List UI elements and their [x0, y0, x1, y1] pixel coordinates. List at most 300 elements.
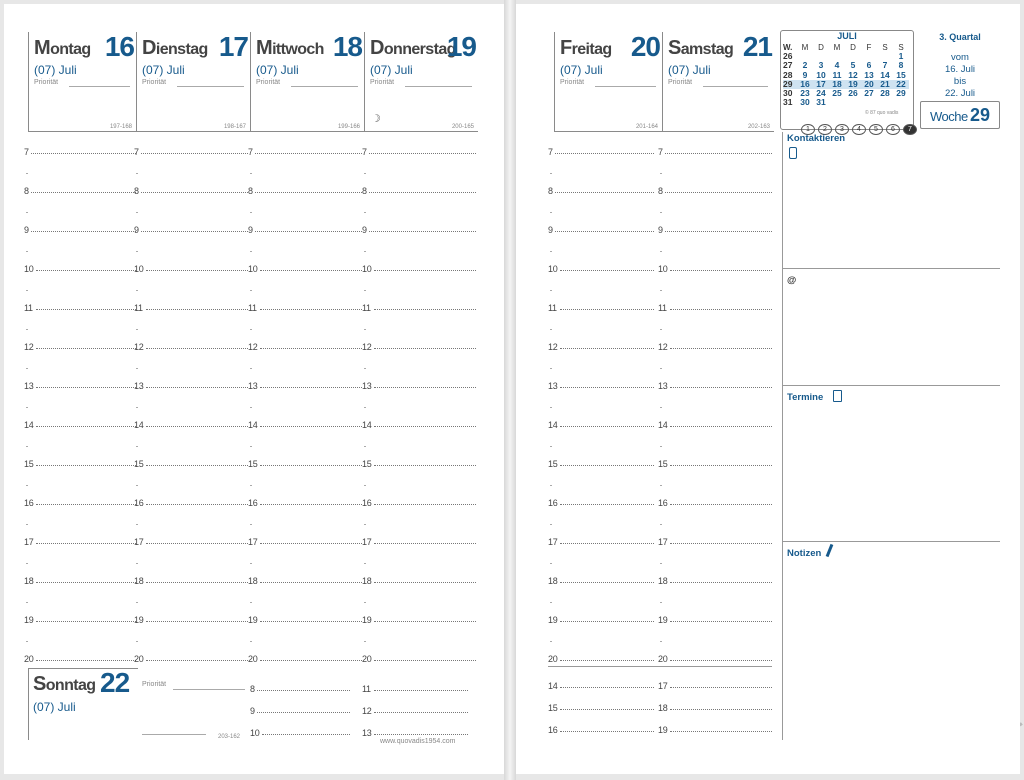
hour-line	[36, 309, 136, 310]
hour-label: 19	[24, 615, 34, 625]
hour-label: 13	[248, 381, 258, 391]
calendar-grid	[783, 43, 909, 107]
calendar-day	[861, 98, 877, 107]
half-hour-mark	[26, 407, 28, 408]
half-hour-mark	[660, 212, 662, 213]
half-hour-mark	[136, 602, 138, 603]
hour-line	[146, 348, 248, 349]
hour-line	[555, 192, 654, 193]
hour-label: 18	[24, 576, 34, 586]
day-header	[554, 32, 662, 132]
half-hour-mark	[660, 407, 662, 408]
calendar-day: 14	[880, 69, 890, 80]
hour-label: 8	[248, 186, 253, 196]
hour-label: 8	[24, 186, 29, 196]
calendar-day: 20	[864, 78, 874, 89]
hour-line	[255, 192, 362, 193]
hour-label: 17	[548, 537, 558, 547]
half-hour-mark	[250, 446, 252, 447]
calendar-day: 24	[816, 87, 826, 98]
hour-line	[141, 153, 248, 154]
weekday-circle-icon: 5	[869, 124, 883, 135]
half-hour-mark	[26, 602, 28, 603]
hour-line	[255, 153, 362, 154]
hour-line	[36, 270, 136, 271]
calendar-day: 5	[850, 60, 856, 71]
calendar-day: 31	[816, 97, 826, 108]
half-hour-mark	[660, 446, 662, 447]
hour-line	[31, 153, 136, 154]
half-hour-mark	[250, 173, 252, 174]
hour-line	[36, 504, 136, 505]
calendar-day	[893, 98, 909, 107]
hour-line	[36, 660, 136, 661]
range-from-label: vom	[951, 52, 969, 63]
hour-label: 13	[548, 381, 558, 391]
hour-label: 19	[248, 615, 258, 625]
calendar-week-number: 27	[783, 60, 793, 71]
half-hour-mark	[250, 485, 252, 486]
half-hour-mark	[250, 368, 252, 369]
hour-label: 20	[134, 654, 144, 664]
hour-line	[374, 660, 476, 661]
half-hour-mark	[136, 290, 138, 291]
hour-label: 9	[250, 706, 255, 716]
half-hour-mark	[26, 524, 28, 525]
half-hour-mark	[364, 329, 366, 330]
calendar-day: 21	[880, 78, 890, 89]
hour-line	[36, 543, 136, 544]
calendar-day: 30	[800, 97, 810, 108]
hour-label: 11	[362, 684, 371, 694]
day-code: 201-164	[635, 124, 658, 130]
day-number: 22	[100, 667, 130, 698]
hour-label: 15	[134, 459, 144, 469]
half-hour-mark	[660, 563, 662, 564]
hour-line	[36, 348, 136, 349]
priority-line	[405, 86, 472, 87]
notes-label: Notizen	[787, 548, 822, 559]
hour-line	[260, 270, 362, 271]
half-hour-mark	[250, 602, 252, 603]
weekday-circle-icon: 3	[835, 124, 849, 135]
day-name: Montag	[34, 37, 91, 59]
half-hour-mark	[136, 485, 138, 486]
calendar-day	[845, 98, 861, 107]
hour-label: 16	[134, 498, 144, 508]
half-hour-mark	[364, 290, 366, 291]
day-month: (07) Juli	[256, 63, 299, 77]
hour-label: 8	[658, 186, 663, 196]
half-hour-mark	[26, 641, 28, 642]
priority-line	[291, 86, 358, 87]
week-label: Woche	[930, 109, 968, 124]
calendar-day: 2	[802, 60, 808, 71]
hour-line	[146, 426, 248, 427]
hour-line	[374, 621, 476, 622]
hour-line	[374, 387, 476, 388]
hour-label: 13	[658, 381, 668, 391]
calendar-weekday: S	[882, 43, 888, 52]
half-hour-mark	[364, 641, 366, 642]
calendar-copyright: © 87 quo vadis	[865, 110, 899, 116]
calendar-day: 7	[882, 60, 888, 71]
weekday-circle-icon: 7	[903, 124, 917, 135]
hour-line	[260, 621, 362, 622]
hour-label: 12	[362, 706, 372, 716]
hour-line	[555, 153, 654, 154]
hour-label: 7	[362, 147, 367, 157]
day-code: 198-167	[223, 124, 246, 130]
calendar-day: 8	[898, 60, 904, 71]
hour-line	[369, 231, 476, 232]
hour-label: 16	[24, 498, 34, 508]
half-hour-mark	[550, 563, 552, 564]
hour-label: 7	[548, 147, 553, 157]
hour-line	[374, 426, 476, 427]
calendar-week-number: 29	[783, 78, 793, 89]
hour-label: 13	[134, 381, 144, 391]
hour-label: 12	[24, 342, 34, 352]
hour-label: 15	[248, 459, 258, 469]
hour-label: 19	[134, 615, 144, 625]
priority-line	[595, 86, 656, 87]
hour-label: 18	[548, 576, 558, 586]
hour-line	[374, 690, 468, 691]
hour-line	[670, 465, 772, 466]
hour-line	[141, 231, 248, 232]
hour-label: 17	[362, 537, 372, 547]
day-number: 16	[104, 31, 134, 62]
priority-label: Priorität	[142, 79, 167, 86]
day-number: 19	[446, 31, 476, 62]
half-hour-mark	[364, 251, 366, 252]
hour-label: 8	[362, 186, 367, 196]
priority-label: Priorität	[668, 79, 693, 86]
hour-label: 12	[658, 342, 668, 352]
hour-label: 20	[658, 654, 668, 664]
hour-label: 11	[248, 303, 257, 313]
hour-line	[374, 712, 468, 713]
day-code: 203-162	[218, 734, 241, 740]
hour-line	[560, 731, 654, 732]
hour-label: 15	[548, 703, 558, 713]
half-hour-mark	[660, 290, 662, 291]
half-hour-mark	[550, 212, 552, 213]
half-hour-mark	[364, 485, 366, 486]
priority-label: Priorität	[256, 79, 281, 86]
hour-line	[31, 192, 136, 193]
hour-line	[260, 660, 362, 661]
range-from-date: 16. Juli	[944, 64, 976, 75]
day-name: Dienstag	[142, 37, 208, 59]
weekday-circle-icon: 6	[886, 124, 900, 135]
hour-line	[36, 465, 136, 466]
half-hour-mark	[250, 290, 252, 291]
priority-label: Priorität	[142, 681, 167, 688]
calendar-day	[829, 98, 845, 107]
half-hour-mark	[550, 641, 552, 642]
half-hour-mark	[660, 602, 662, 603]
half-hour-mark	[26, 329, 28, 330]
hour-label: 10	[548, 264, 558, 274]
hour-line	[374, 309, 476, 310]
range-to-label: bis	[953, 76, 967, 87]
hour-label: 12	[248, 342, 258, 352]
section-divider	[548, 666, 772, 667]
hour-line	[146, 582, 248, 583]
phone-icon	[789, 147, 797, 159]
hour-label: 15	[658, 459, 668, 469]
half-hour-mark	[26, 290, 28, 291]
hour-label: 11	[362, 303, 371, 313]
half-hour-mark	[364, 407, 366, 408]
hour-line	[146, 543, 248, 544]
hour-line	[670, 309, 772, 310]
hour-line	[560, 387, 654, 388]
right-page	[516, 4, 1020, 774]
calendar-day: 27	[864, 87, 874, 98]
hour-label: 7	[658, 147, 663, 157]
day-number: 18	[332, 31, 362, 62]
half-hour-mark	[550, 602, 552, 603]
hour-label: 16	[248, 498, 258, 508]
calendar-day: 12	[848, 69, 858, 80]
hour-label: 8	[250, 684, 255, 694]
day-month: (07) Juli	[560, 63, 603, 77]
hour-label: 18	[362, 576, 372, 586]
hour-line	[369, 153, 476, 154]
hour-label: 20	[248, 654, 258, 664]
hour-line	[670, 731, 772, 732]
day-header	[364, 32, 478, 132]
hour-label: 10	[250, 728, 260, 738]
calendar-weekday: D	[818, 43, 824, 52]
hour-label: 10	[24, 264, 34, 274]
hour-line	[560, 621, 654, 622]
calendar-day: 11	[832, 69, 842, 80]
day-number: 21	[742, 31, 772, 62]
day-code: 200-165	[451, 124, 474, 130]
half-hour-mark	[26, 485, 28, 486]
priority-label: Priorität	[34, 79, 59, 86]
planner-spine	[504, 0, 516, 780]
day-name: Samstag	[668, 37, 734, 59]
hour-line	[260, 504, 362, 505]
hour-label: 15	[362, 459, 372, 469]
weekday-circle-icon: 2	[818, 124, 832, 135]
hour-label: 9	[362, 225, 367, 235]
hour-label: 14	[248, 420, 258, 430]
hour-label: 14	[24, 420, 34, 430]
calendar-day: 26	[848, 87, 858, 98]
hour-label: 8	[548, 186, 553, 196]
week-badge	[920, 101, 1000, 129]
calendar-week-row	[783, 61, 909, 70]
hour-line	[670, 621, 772, 622]
calendar-day: 23	[800, 87, 810, 98]
hour-label: 18	[248, 576, 258, 586]
hour-line	[670, 660, 772, 661]
calendar-week-number: 28	[783, 69, 793, 80]
date-range	[920, 52, 1000, 100]
hour-label: 15	[548, 459, 558, 469]
hour-label: 7	[248, 147, 253, 157]
hour-label: 14	[362, 420, 372, 430]
calendar-day: 28	[880, 87, 890, 98]
half-hour-mark	[136, 641, 138, 642]
hour-line	[665, 192, 772, 193]
hour-line	[141, 192, 248, 193]
hour-label: 20	[548, 654, 558, 664]
hour-label: 14	[134, 420, 144, 430]
hour-line	[262, 734, 350, 735]
day-name: Donnerstag	[370, 37, 456, 59]
calendar-day: 17	[816, 78, 826, 89]
half-hour-mark	[250, 407, 252, 408]
hour-line	[560, 709, 654, 710]
half-hour-mark	[550, 485, 552, 486]
hour-label: 13	[24, 381, 34, 391]
priority-line	[69, 86, 130, 87]
calendar-day: 3	[818, 60, 824, 71]
half-hour-mark	[550, 173, 552, 174]
half-hour-mark	[550, 368, 552, 369]
hour-label: 10	[248, 264, 258, 274]
hour-line	[36, 387, 136, 388]
mini-calendar	[780, 30, 914, 133]
hour-line	[374, 582, 476, 583]
calendar-weekday: S	[898, 43, 904, 52]
day-header	[136, 32, 250, 132]
hour-label: 9	[658, 225, 663, 235]
day-month: (07) Juli	[668, 63, 711, 77]
hour-label: 9	[24, 225, 29, 235]
half-hour-mark	[660, 524, 662, 525]
priority-line	[703, 86, 768, 87]
email-at-label: @	[787, 275, 797, 286]
hour-line	[374, 734, 468, 735]
day-code: 199-166	[337, 124, 360, 130]
hour-label: 17	[658, 681, 668, 691]
hour-label: 17	[134, 537, 144, 547]
hour-line	[146, 270, 248, 271]
half-hour-mark	[250, 641, 252, 642]
hour-line	[560, 582, 654, 583]
half-hour-mark	[26, 251, 28, 252]
hour-line	[260, 465, 362, 466]
hour-label: 16	[658, 498, 668, 508]
hour-line	[670, 709, 772, 710]
hour-label: 8	[134, 186, 139, 196]
calendar-weekday: F	[866, 43, 872, 52]
hour-line	[670, 387, 772, 388]
calendar-day: 1	[898, 51, 904, 62]
hour-line	[560, 465, 654, 466]
half-hour-mark	[26, 563, 28, 564]
hour-line	[146, 621, 248, 622]
half-hour-mark	[364, 602, 366, 603]
day-code: 202-163	[747, 124, 770, 130]
hour-label: 17	[24, 537, 34, 547]
half-hour-mark	[26, 173, 28, 174]
hour-line	[146, 465, 248, 466]
half-hour-mark	[550, 524, 552, 525]
hour-label: 20	[24, 654, 34, 664]
hour-line	[257, 690, 350, 691]
hour-line	[260, 387, 362, 388]
hour-label: 19	[658, 725, 668, 735]
hour-line	[146, 387, 248, 388]
hour-line	[670, 426, 772, 427]
half-hour-mark	[250, 563, 252, 564]
hour-label: 16	[362, 498, 372, 508]
day-month: (07) Juli	[142, 63, 185, 77]
calendar-day: 18	[832, 78, 842, 89]
hour-line	[670, 504, 772, 505]
calendar-day: 22	[896, 78, 906, 89]
day-number: 17	[218, 31, 248, 62]
hour-label: 20	[362, 654, 372, 664]
half-hour-mark	[364, 368, 366, 369]
hour-line	[374, 504, 476, 505]
calendar-day	[877, 98, 893, 107]
quarter-label: 3. Quartal	[939, 32, 981, 42]
calendar-day: 15	[896, 69, 906, 80]
calendar-week-number: 31	[783, 97, 793, 108]
calendar-day: 13	[864, 69, 874, 80]
hour-label: 12	[134, 342, 144, 352]
hour-line	[146, 660, 248, 661]
half-hour-mark	[26, 368, 28, 369]
hour-label: 19	[548, 615, 558, 625]
calendar-day: 29	[896, 87, 906, 98]
hour-label: 9	[548, 225, 553, 235]
calendar-header-row	[783, 43, 909, 52]
hour-line	[374, 348, 476, 349]
hour-label: 17	[248, 537, 258, 547]
day-header	[662, 32, 774, 132]
hour-label: 11	[658, 303, 667, 313]
half-hour-mark	[660, 368, 662, 369]
hour-label: 14	[548, 420, 558, 430]
half-hour-mark	[136, 173, 138, 174]
hour-label: 13	[362, 728, 372, 738]
pen-icon	[826, 544, 834, 557]
hour-label: 18	[658, 703, 668, 713]
hour-label: 14	[548, 681, 558, 691]
hour-line	[560, 660, 654, 661]
half-hour-mark	[364, 173, 366, 174]
hour-line	[560, 348, 654, 349]
half-hour-mark	[250, 524, 252, 525]
day-header	[28, 32, 136, 132]
priority-label: Priorität	[560, 79, 585, 86]
hour-line	[260, 309, 362, 310]
half-hour-mark	[364, 563, 366, 564]
hour-line	[36, 426, 136, 427]
calendar-week-number: 26	[783, 51, 793, 62]
hour-line	[670, 543, 772, 544]
half-hour-mark	[26, 212, 28, 213]
hour-label: 9	[248, 225, 253, 235]
hour-label: 18	[134, 576, 144, 586]
half-hour-mark	[136, 329, 138, 330]
left-page	[4, 4, 504, 774]
half-hour-mark	[250, 329, 252, 330]
hour-line	[260, 582, 362, 583]
calendar-day: 10	[816, 69, 826, 80]
